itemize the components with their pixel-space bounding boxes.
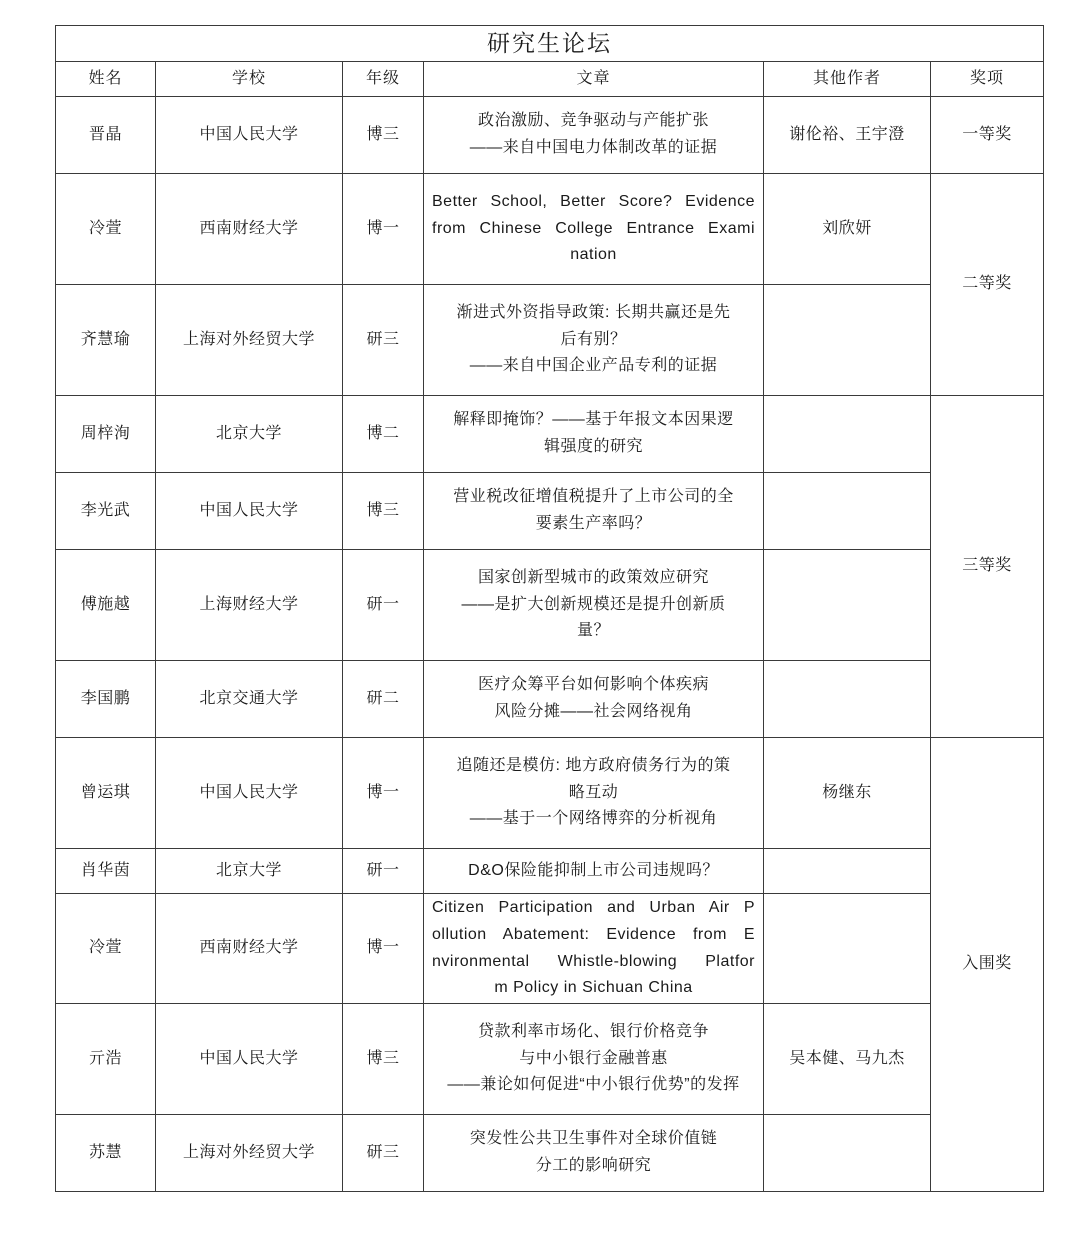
paper-title-line: ollution Abatement: Evidence from E <box>432 925 755 943</box>
cell-student-name: 晋晶 <box>56 97 156 174</box>
cell-paper-title <box>424 285 764 396</box>
cell-grade: 博三 <box>343 1004 424 1115</box>
cell-other-authors: 杨继东 <box>764 738 931 849</box>
paper-title-line: 追随还是模仿: 地方政府债务行为的策 <box>456 756 731 774</box>
cell-paper-title <box>424 738 764 849</box>
paper-title-line: Better School, Better Score? Evidence <box>432 192 755 210</box>
cell-award-level: 一等奖 <box>931 97 1044 174</box>
paper-title-line: m Policy in Sichuan China <box>494 979 693 997</box>
cell-award-level: 三等奖 <box>931 396 1044 738</box>
cell-other-authors <box>764 396 931 473</box>
column-header-award: 奖项 <box>931 62 1044 97</box>
paper-title-line: 政治激励、竞争驱动与产能扩张 <box>477 112 709 130</box>
column-header-school: 学校 <box>156 62 343 97</box>
cell-school: 上海对外经贸大学 <box>156 1115 343 1192</box>
paper-title-line: 医疗众筹平台如何影响个体疾病 <box>477 676 709 694</box>
table-row <box>56 894 1044 1004</box>
table-body <box>56 26 1044 1192</box>
cell-paper-title <box>424 849 764 894</box>
table-row <box>56 1004 1044 1115</box>
paper-title-line: 略互动 <box>568 783 619 801</box>
cell-other-authors <box>764 849 931 894</box>
table-row <box>56 473 1044 550</box>
cell-student-name: 李光武 <box>56 473 156 550</box>
cell-grade: 博三 <box>343 473 424 550</box>
cell-other-authors <box>764 285 931 396</box>
cell-school: 北京大学 <box>156 849 343 894</box>
table-title-row <box>56 26 1044 62</box>
paper-title-line: 量？ <box>576 622 610 640</box>
cell-other-authors: 吴本健、马九杰 <box>764 1004 931 1115</box>
cell-paper-title <box>424 174 764 285</box>
cell-school: 中国人民大学 <box>156 1004 343 1115</box>
paper-title-line: ——来自中国电力体制改革的证据 <box>469 139 718 156</box>
cell-school: 西南财经大学 <box>156 174 343 285</box>
paper-title-line: 分工的影响研究 <box>535 1157 652 1174</box>
page-title: 研究生论坛 <box>56 26 1044 62</box>
cell-student-name: 李国鹏 <box>56 661 156 738</box>
paper-title-line: 国家创新型城市的政策效应研究 <box>477 568 709 586</box>
cell-other-authors <box>764 894 931 1004</box>
table-row <box>56 738 1044 849</box>
cell-grade: 博一 <box>343 174 424 285</box>
cell-school: 北京交通大学 <box>156 661 343 738</box>
table-row <box>56 97 1044 174</box>
cell-school: 上海财经大学 <box>156 550 343 661</box>
column-header-name: 姓名 <box>56 62 156 97</box>
paper-title-line: ——来自中国企业产品专利的证据 <box>469 357 718 375</box>
cell-award-level: 二等奖 <box>931 174 1044 396</box>
table-row <box>56 849 1044 894</box>
graduate-forum-award-table <box>55 25 1044 1192</box>
paper-title-line: 贷款利率市场化、银行价格竞争 <box>477 1022 709 1040</box>
table-row <box>56 661 1044 738</box>
cell-school: 北京大学 <box>156 396 343 473</box>
column-header-grade: 年级 <box>343 62 424 97</box>
cell-student-name: 冷萱 <box>56 174 156 285</box>
cell-other-authors <box>764 473 931 550</box>
cell-student-name: 齐慧瑜 <box>56 285 156 396</box>
cell-student-name: 傅施越 <box>56 550 156 661</box>
paper-title-line: nvironmental Whistle-blowing Platfor <box>432 952 755 970</box>
paper-title-line: nation <box>570 246 617 264</box>
cell-school: 中国人民大学 <box>156 473 343 550</box>
cell-paper-title <box>424 473 764 550</box>
cell-award-level: 入围奖 <box>931 738 1044 1192</box>
cell-paper-title <box>424 97 764 174</box>
cell-student-name: 亓浩 <box>56 1004 156 1115</box>
table-row <box>56 174 1044 285</box>
cell-student-name: 冷萱 <box>56 894 156 1004</box>
paper-title-line: 渐进式外资指导政策: 长期共赢还是先 <box>456 303 731 321</box>
paper-title-line: ——是扩大创新规模还是提升创新质 <box>461 595 726 613</box>
cell-paper-title <box>424 396 764 473</box>
paper-title-line: 辑强度的研究 <box>543 438 643 455</box>
table-row <box>56 396 1044 473</box>
cell-paper-title <box>424 894 764 1004</box>
paper-title-line: 要素生产率吗？ <box>535 515 652 532</box>
paper-title-line: 营业税改征增值税提升了上市公司的全 <box>453 488 734 506</box>
table-header-row <box>56 62 1044 97</box>
cell-grade: 博一 <box>343 894 424 1004</box>
paper-title-line: 解释即掩饰？——基于年报文本因果逻 <box>453 411 734 429</box>
paper-title-line: 与中小银行金融普惠 <box>519 1049 668 1067</box>
cell-other-authors: 刘欣妍 <box>764 174 931 285</box>
cell-school: 中国人民大学 <box>156 738 343 849</box>
cell-grade: 博三 <box>343 97 424 174</box>
paper-title-line: 后有别？ <box>560 330 627 348</box>
cell-grade: 博一 <box>343 738 424 849</box>
table-row <box>56 285 1044 396</box>
table-row <box>56 550 1044 661</box>
paper-title-line: 风险分摊——社会网络视角 <box>494 703 693 720</box>
cell-school: 上海对外经贸大学 <box>156 285 343 396</box>
cell-grade: 研一 <box>343 550 424 661</box>
cell-student-name: 曾运琪 <box>56 738 156 849</box>
cell-paper-title <box>424 1004 764 1115</box>
paper-title-line: ——兼论如何促进“中小银行优势”的发挥 <box>447 1076 740 1094</box>
cell-grade: 研三 <box>343 285 424 396</box>
cell-student-name: 肖华茵 <box>56 849 156 894</box>
cell-student-name: 苏慧 <box>56 1115 156 1192</box>
column-header-others: 其他作者 <box>764 62 931 97</box>
cell-paper-title <box>424 550 764 661</box>
cell-grade: 研三 <box>343 1115 424 1192</box>
cell-school: 西南财经大学 <box>156 894 343 1004</box>
cell-other-authors: 谢伦裕、王宇澄 <box>764 97 931 174</box>
cell-other-authors <box>764 1115 931 1192</box>
cell-grade: 博二 <box>343 396 424 473</box>
cell-paper-title <box>424 661 764 738</box>
paper-title-line: 突发性公共卫生事件对全球价值链 <box>469 1130 718 1148</box>
paper-title-line: D&O保险能抑制上市公司违规吗？ <box>468 861 719 879</box>
paper-title-line: Citizen Participation and Urban Air P <box>432 898 755 916</box>
cell-paper-title <box>424 1115 764 1192</box>
cell-grade: 研二 <box>343 661 424 738</box>
table-row <box>56 1115 1044 1192</box>
column-header-paper: 文章 <box>424 62 764 97</box>
cell-other-authors <box>764 661 931 738</box>
cell-school: 中国人民大学 <box>156 97 343 174</box>
cell-other-authors <box>764 550 931 661</box>
paper-title-line: from Chinese College Entrance Exami <box>432 219 755 237</box>
cell-grade: 研一 <box>343 849 424 894</box>
cell-student-name: 周梓洵 <box>56 396 156 473</box>
paper-title-line: ——基于一个网络博弈的分析视角 <box>469 810 718 828</box>
